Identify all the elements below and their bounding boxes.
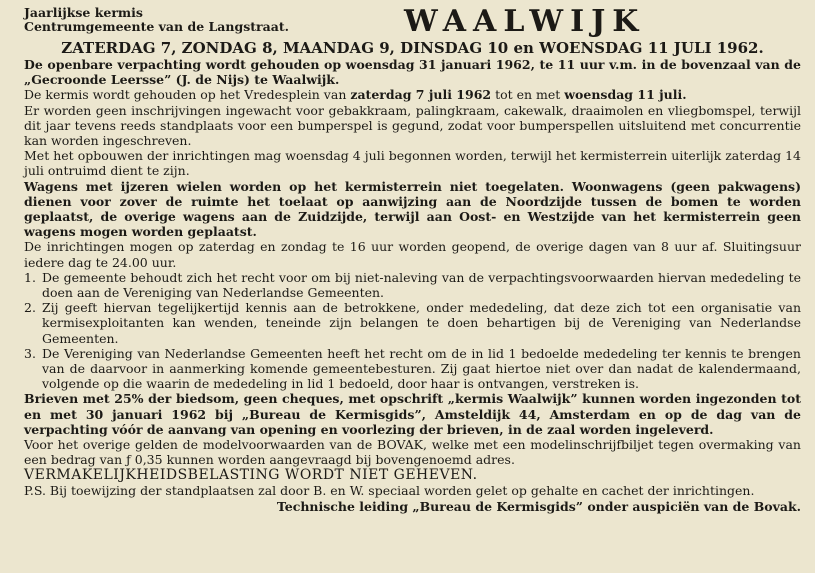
event-dates: ZATERDAG 7, ZONDAG 8, MAANDAG 9, DINSDAG 10 en WOENSDAG 11 JULI 1962.	[61, 39, 764, 57]
end-date: woensdag 11 juli.	[564, 87, 687, 103]
subheading-line-1: Jaarlijkse kermis	[24, 5, 143, 20]
list-number: 3.	[24, 345, 36, 361]
list-number: 1.	[24, 269, 36, 285]
paragraph-ps: P.S. Bij toewijzing der standplaatsen zal door B. en W. speciaal worden gelet op gehalte en cachet der inrichtingen.	[24, 483, 755, 499]
list-number: 2.	[24, 300, 36, 316]
list-item	[24, 346, 801, 392]
paragraph-setup: Met het opbouwen der inrichtingen mag woensdag 4 juli begonnen worden, terwijl het kermisterrein uiterlijk zaterdag 14 juli ontruimd dient te zijn.	[24, 148, 801, 179]
paragraph-location	[24, 87, 801, 102]
location-text: De kermis wordt gehouden op het Vredesplein van	[24, 87, 351, 103]
paragraph-registrations: Er worden geen inschrijvingen ingewacht voor gebakkraam, palingkraam, cakewalk, draaimolen en vliegbomspel, terwijl dit jaar tevens reeds standplaats voor een bumperspel is gegund, zodat voor bumperspellen uitsluitend met concurrentie kan worden ingeschreven.	[24, 102, 801, 149]
list-text: De Vereniging van Nederlandse Gemeenten heeft het recht om de in lid 1 bedoelde mededeling ter kennis te brengen van de daarvoor in aanmerking komende gemeentebesturen. Zij gaat hiertoe niet over dan nadat de kalendermaand, volgende op die waarin de mededeling in lid 1 bedoeld, door haar is ontvangen, verstreken is.	[42, 345, 801, 392]
list-text: Zij geeft hiervan tegelijkertijd kennis aan de betrokkene, onder mededeling, dat deze zich tot een organisatie van kermisexploitanten kan wenden, teneinde zijn belangen te doen behartigen bij de Vereniging van Nederlandse Gemeenten.	[42, 300, 801, 346]
paragraph-tax: VERMAKELIJKHEIDSBELASTING WORDT NIET GEHEVEN.	[24, 467, 478, 484]
list-item	[24, 270, 801, 300]
rules-list	[24, 270, 801, 392]
paragraph-technical: Technische leiding „Bureau de Kermisgids” onder auspiciën van de Bovak.	[276, 498, 801, 514]
start-date: zaterdag 7 juli 1962	[350, 87, 492, 103]
list-item	[24, 300, 801, 346]
paragraph-letters: Brieven met 25% der biedsom, geen cheques, met opschrift „kermis Waalwijk” kunnen worden ingezonden tot en met 30 januari 1962 bij „Bureau de Kermisgids”, Amsteldijk 44, Amsterdam en op de dag van de verpachting vóór de aanvang van opening en voorlezing der brieven, in de zaal worden ingeleverd.	[24, 391, 801, 437]
paragraph-bovak: Voor het overige gelden de modelvoorwaarden van de BOVAK, welke met een modelinschrijfbiljet tegen overmaking van een bedrag van ƒ 0,35 kunnen worden aangevraagd bij bovengenoemd adres.	[24, 437, 801, 468]
subheading	[24, 6, 289, 34]
subheading-line-2: Centrumgemeente van de Langstraat.	[24, 19, 289, 34]
header	[24, 4, 801, 38]
location-text-mid: tot en met	[491, 87, 565, 103]
list-text: De gemeente behoudt zich het recht voor om bij niet-naleving van de verpachtingsvoorwaarden hiervan mededeling te doen aan de Vereniging van Nederlandse Gemeenten.	[42, 269, 801, 301]
page-title: WAALWIJK	[404, 4, 646, 39]
paragraph-wagons: Wagens met ijzeren wielen worden op het kermisterrein niet toegelaten. Woonwagens (geen pakwagens) dienen voor zover de ruimte het toelaat op aanwijzing aan de Noordzijde tussen de bomen te worden geplaatst, de overige wagens aan de Zuidzijde, terwijl aan Oost- en Westzijde van het kermisterrein geen wagens mogen worden geplaatst.	[24, 178, 801, 240]
paragraph-auction: De openbare verpachting wordt gehouden op woensdag 31 januari 1962, te 11 uur v.m. in de bovenzaal van de „Gecroonde Leersse” (J. de Nijs) te Waalwijk.	[24, 57, 801, 88]
paragraph-hours: De inrichtingen mogen op zaterdag en zondag te 16 uur worden geopend, de overige dagen van 8 uur af. Sluitingsuur iedere dag te 24.00 uur.	[24, 239, 801, 270]
